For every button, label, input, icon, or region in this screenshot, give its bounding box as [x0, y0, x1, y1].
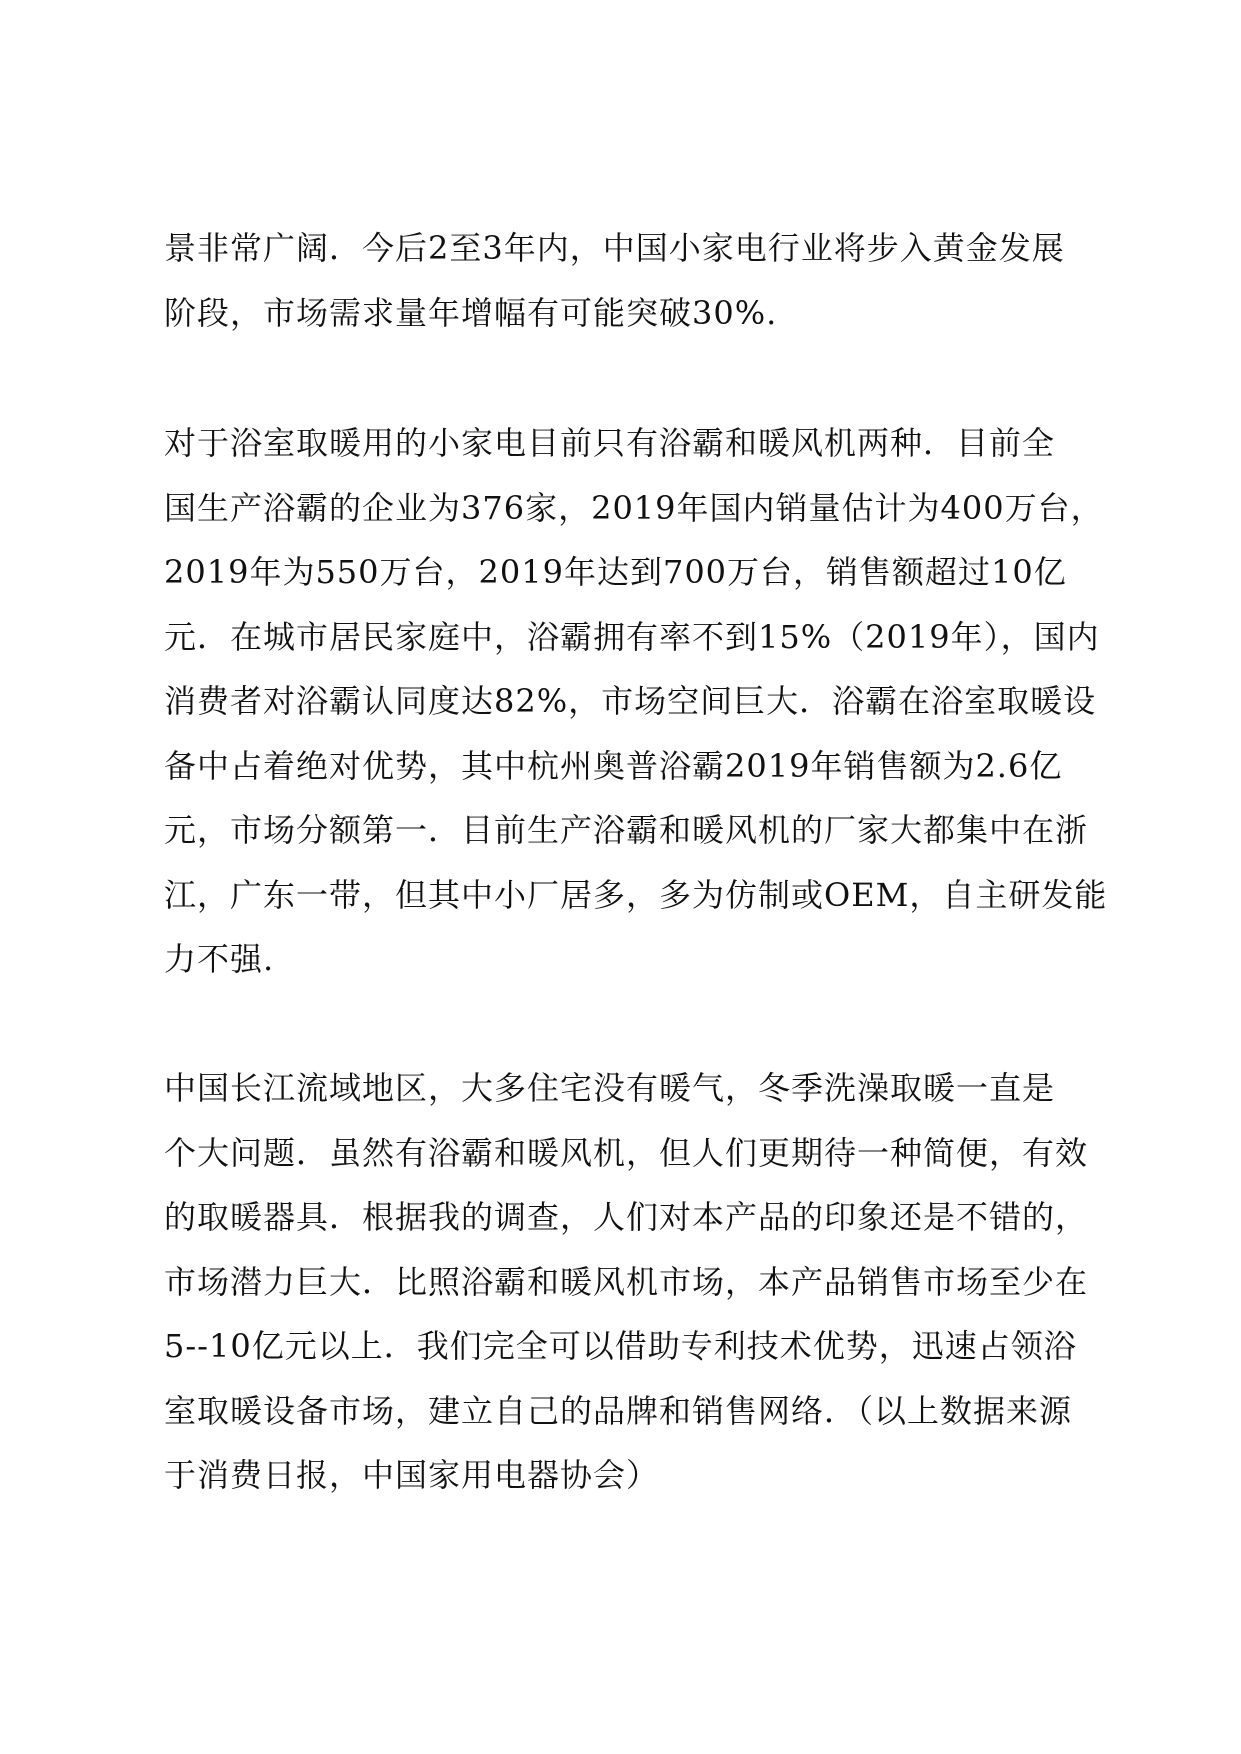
text-line: 备中占着绝对优势，其中杭州奥普浴霸2019年销售额为2.6亿 [164, 746, 1063, 785]
text-line: 江，广东一带，但其中小厂居多，多为仿制或OEM，自主研发能 [164, 875, 1108, 914]
text-line: 阶段，市场需求量年增幅有可能突破30%. [164, 293, 778, 332]
text-line: 景非常广阔．今后2至3年内，中国小家电行业将步入黄金发展 [164, 229, 1065, 267]
text-line: 消费者对浴霸认同度达82%，市场空间巨大．浴霸在浴室取暖设 [164, 682, 1097, 720]
text-line: 国生产浴霸的企业为376家，2019年国内销量估计为400万台， [164, 488, 1104, 527]
text-line: 的取暖器具．根据我的调查，人们对本产品的印象还是不错的， [164, 1198, 1089, 1236]
text-line: 个大问题．虽然有浴霸和暖风机，但人们更期待一种简便，有效 [164, 1133, 1089, 1172]
text-line: 室取暖设备市场，建立自己的品牌和销售网络．（以上数据来源 [164, 1391, 1073, 1430]
text-line: 于消费日报，中国家用电器协会） [164, 1456, 660, 1494]
text-line: 力不强. [164, 940, 275, 978]
text-line: 中国长江流域地区，大多住宅没有暖气，冬季洗澡取暖一直是 [164, 1069, 1056, 1107]
text-line: 元，市场分额第一．目前生产浴霸和暖风机的厂家大都集中在浙 [164, 811, 1089, 849]
text-line: 5--10亿元以上．我们完全可以借助专利技术优势，迅速占领浴 [164, 1327, 1077, 1365]
paragraph-bath-heater-market [164, 411, 1108, 992]
paragraph-yangtze-region [164, 1056, 1088, 1508]
text-line: 2019年为550万台，2019年达到700万台，销售额超过10亿 [164, 553, 1067, 591]
text-line: 元．在城市居民家庭中，浴霸拥有率不到15%（2019年），国内 [164, 617, 1100, 656]
text-line: 对于浴室取暖用的小家电目前只有浴霸和暖风机两种．目前全 [164, 424, 1056, 462]
paragraph-market-outlook [164, 216, 1088, 345]
text-line: 市场潜力巨大．比照浴霸和暖风机市场，本产品销售市场至少在 [164, 1262, 1089, 1301]
